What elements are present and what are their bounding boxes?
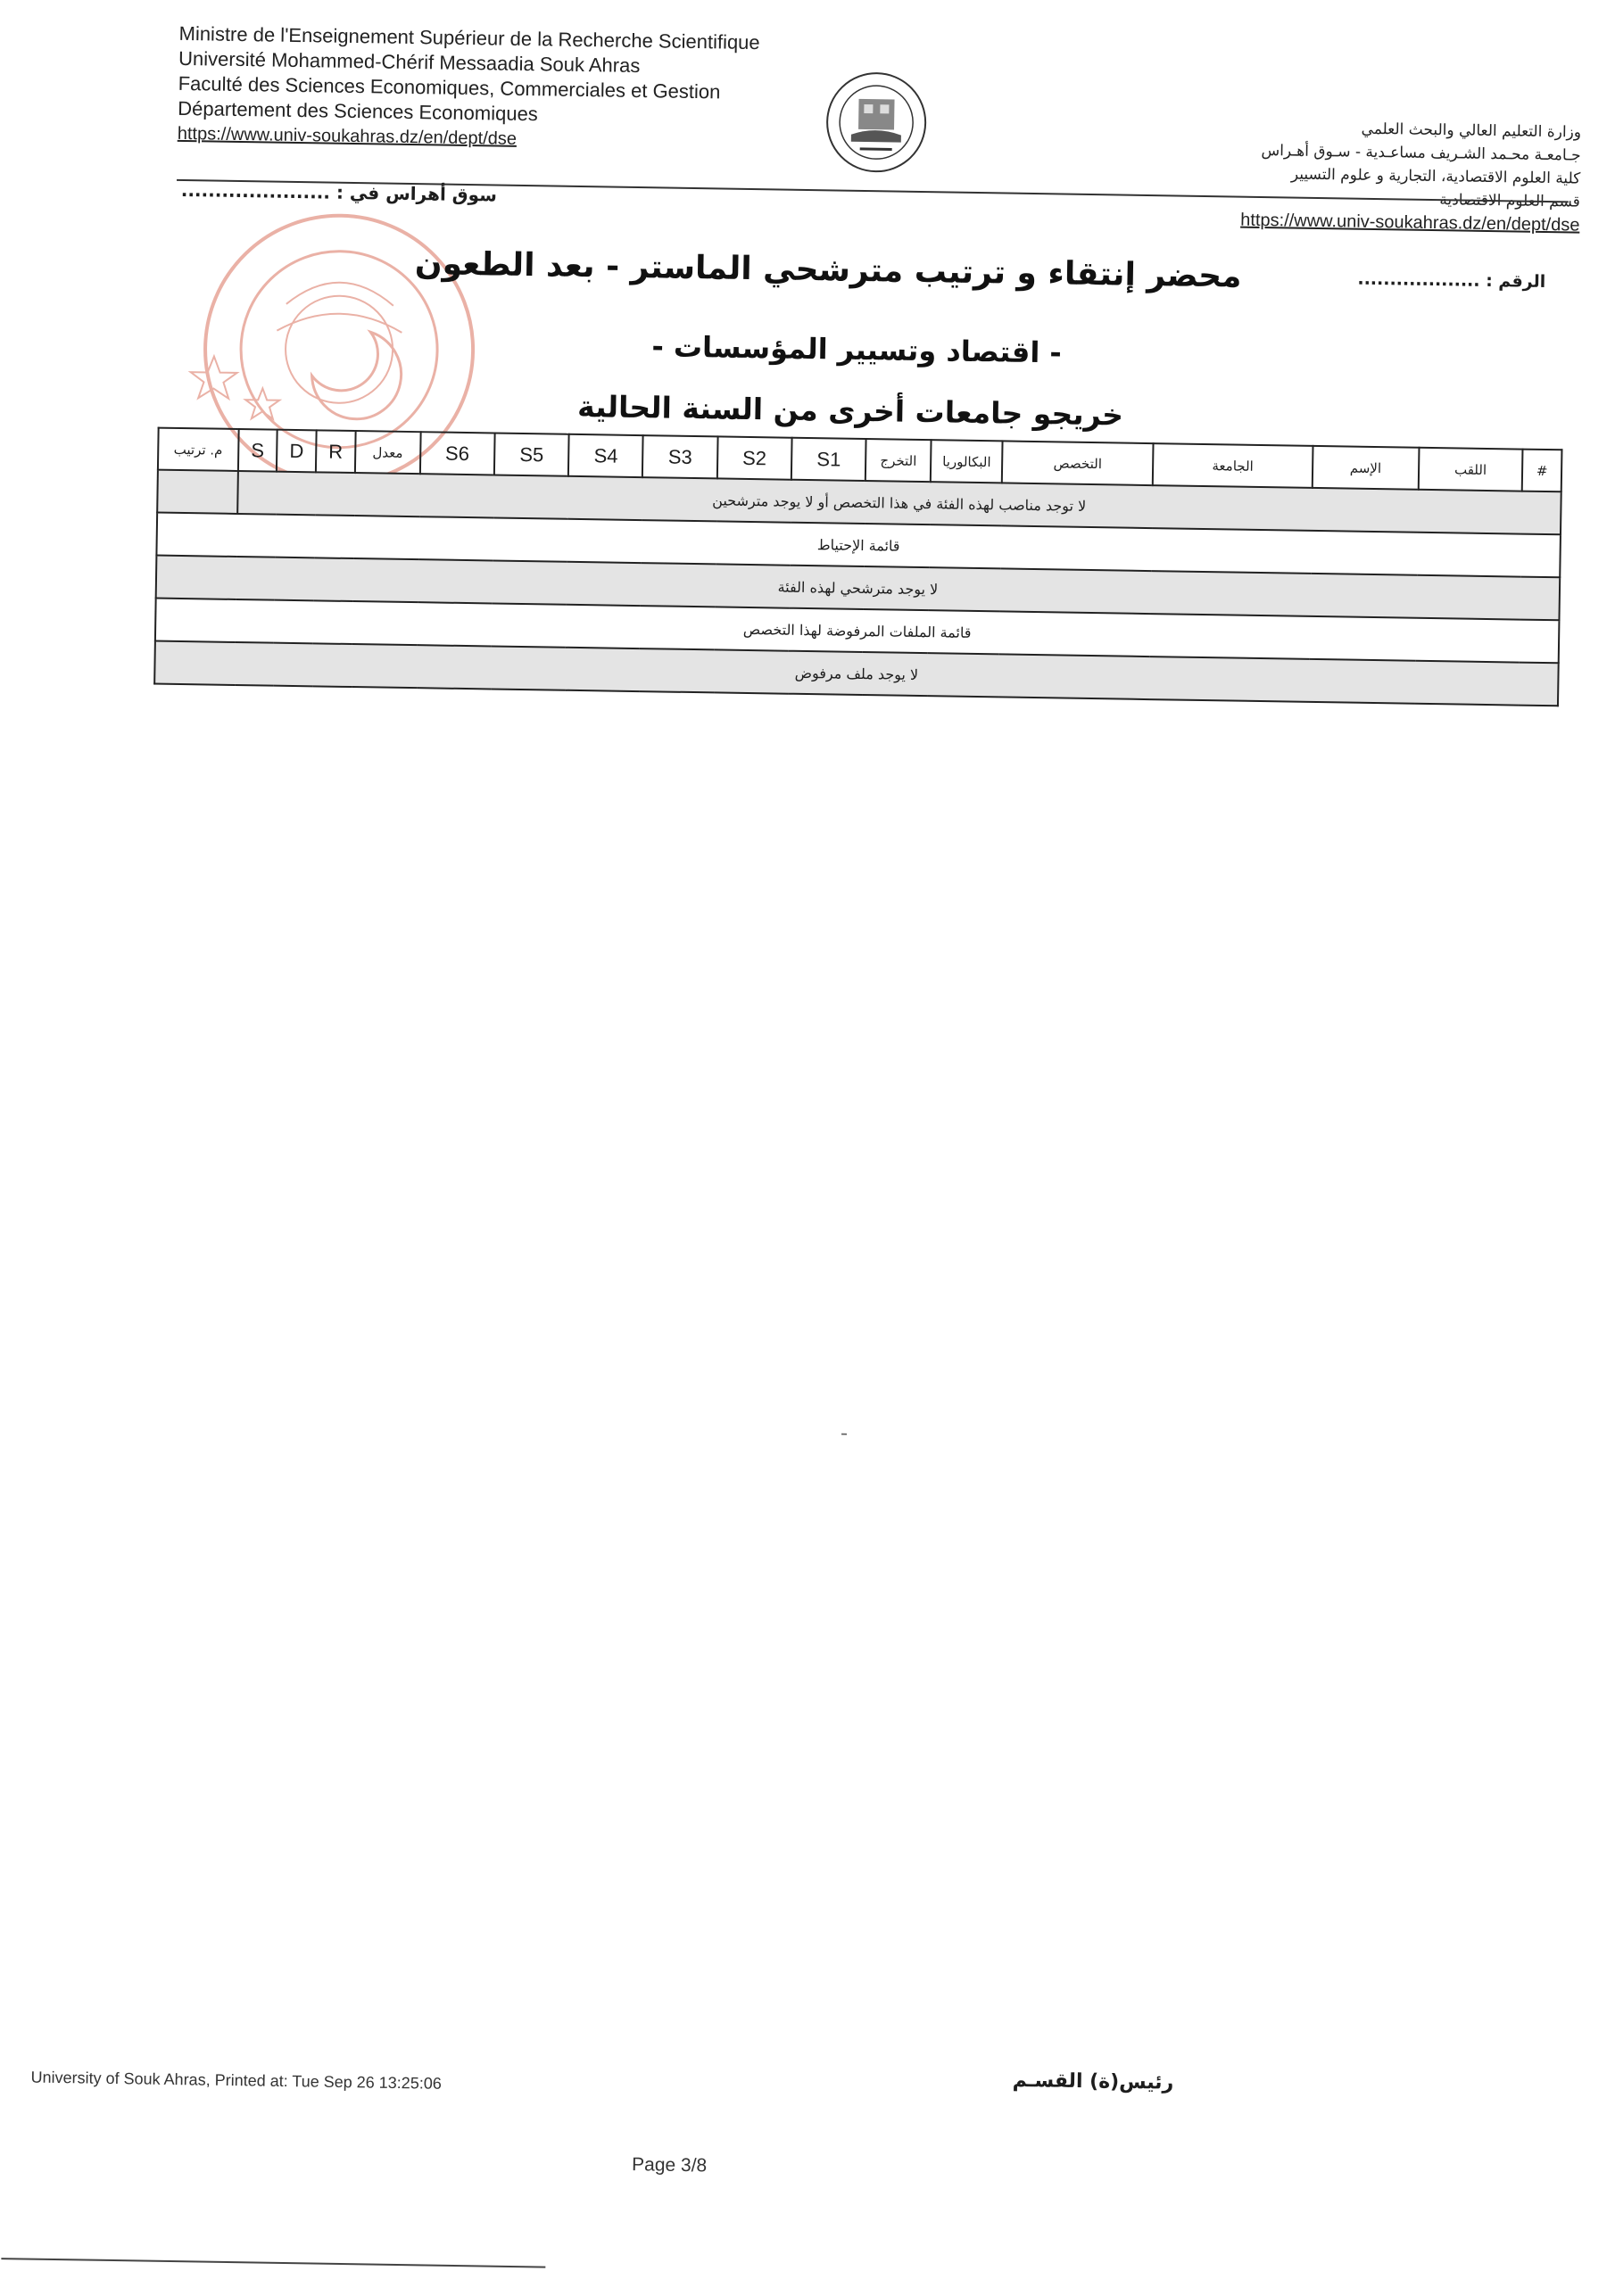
- university-fr: Université Mohammed-Chérif Messaadia Souk Ahras: [178, 46, 641, 78]
- ministry-ar: وزارة التعليم العالي والبحث العلمي: [1361, 120, 1582, 142]
- col-s6: S6: [420, 432, 495, 475]
- col-s1: S1: [791, 438, 866, 481]
- header-arabic: [1080, 113, 1581, 237]
- rejected-files-heading: قائمة الملفات المرفوضة لهذا التخصص: [155, 599, 1560, 664]
- candidates-table: [153, 427, 1562, 707]
- col-name: الإسم: [1313, 446, 1419, 490]
- document-specialty: - اقتصاد وتسيير المؤسسات -: [651, 329, 1063, 370]
- header-french: [178, 21, 822, 156]
- col-bac: البكالوريا: [931, 440, 1003, 483]
- university-ar: جـامعـة محـمد الشـريف مساعـدية - سـوق أهـراس: [1261, 141, 1581, 165]
- department-ar: قسم العلوم الاقتصادية: [1439, 191, 1580, 211]
- reference-number-line: الرقم : ...................: [1357, 268, 1546, 292]
- faculty-fr: Faculté des Sciences Economiques, Commerciales et Gestion: [178, 71, 721, 103]
- footer-divider: [1, 2258, 545, 2268]
- col-graduation: التخرج: [865, 439, 932, 482]
- no-positions-message: لا توجد مناصب لهذه الفئة في هذا التخصص أو لا يوجد مترشحين: [237, 471, 1561, 534]
- empty-cell: [157, 470, 237, 514]
- col-r: R: [316, 430, 355, 473]
- reserve-list-heading: قائمة الإحتياط: [156, 513, 1561, 578]
- place-date-line: سوق أهراس في : ......................: [180, 178, 498, 206]
- col-s3: S3: [642, 435, 717, 478]
- col-s5: S5: [494, 434, 569, 476]
- col-university: الجامعة: [1153, 443, 1313, 488]
- scan-speck: [841, 1433, 847, 1435]
- document-title: محضر إنتقاء و ترتيب مترشحي الماستر - بعد الطعون: [414, 245, 1242, 295]
- ministry-fr: Ministre de l'Enseignement Supérieur de la Recherche Scientifique: [178, 21, 760, 54]
- department-head-signature: رئيس(ة) القسـم: [1012, 2069, 1174, 2094]
- university-logo: [824, 70, 929, 175]
- col-d: D: [277, 430, 316, 473]
- col-s4: S4: [568, 434, 643, 477]
- department-fr: Département des Sciences Economiques: [178, 96, 538, 126]
- col-surname: اللقب: [1418, 448, 1522, 491]
- print-timestamp: University of Souk Ahras, Printed at: Tue Sep 26 13:25:06: [30, 2068, 442, 2093]
- document-category: خريجو جامعات أخرى من السنة الحالية: [576, 388, 1124, 433]
- col-num: #: [1522, 450, 1561, 492]
- col-average: معدل: [355, 431, 421, 474]
- page-number: Page 3/8: [631, 2154, 708, 2176]
- department-url-ar[interactable]: https://www.univ-soukahras.dz/en/dept/dse: [1240, 210, 1580, 235]
- department-url-fr[interactable]: https://www.univ-soukahras.dz/en/dept/dse: [177, 123, 518, 149]
- faculty-ar: كلية العلوم الاقتصادية، التجارية و علوم التسيير: [1290, 165, 1581, 188]
- no-rejected-message: لا يوجد ملف مرفوض: [154, 641, 1559, 706]
- col-s: S: [238, 429, 277, 472]
- col-specialty: التخصص: [1002, 441, 1153, 485]
- col-s2: S2: [717, 436, 792, 479]
- no-candidates-message: لا يوجد مترشحي لهذه الفئة: [156, 556, 1561, 621]
- col-rank: م. ترتيب: [158, 428, 238, 471]
